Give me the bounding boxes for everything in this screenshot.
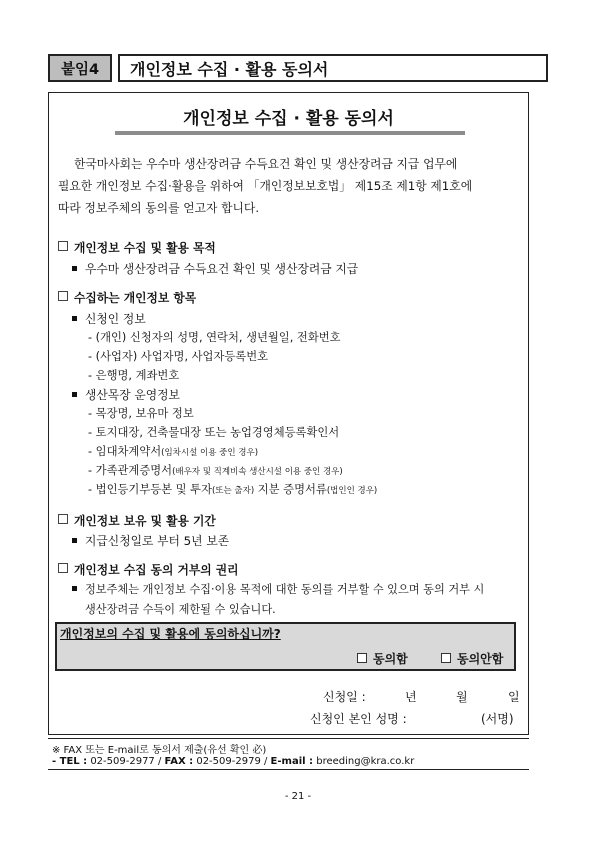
consent-question: 개인정보의 수집 및 활용에 동의하십니까? — [60, 627, 281, 641]
rights-line-1: 정보주체는 개인정보 수집·이용 목적에 대한 동의를 거부할 수 있으며 동의 거부 시 — [72, 581, 484, 597]
footer-bottom-divider — [48, 769, 529, 770]
square-dot-icon — [72, 586, 77, 591]
farm-info-group: 생산목장 운영정보 — [72, 386, 180, 403]
list-item: - (개인) 신청자의 성명, 연락처, 생년월일, 전화번호 — [88, 331, 341, 344]
list-item: - 은행명, 계좌번호 — [88, 369, 180, 382]
applicant-info-group: 신청인 정보 — [72, 310, 146, 327]
title-underline — [115, 131, 465, 135]
signature-field[interactable]: (서명) — [481, 712, 514, 726]
section-period-heading: 개인정보 보유 및 활용 기간 — [58, 512, 216, 529]
section-items-heading: 수집하는 개인정보 항목 — [58, 289, 196, 306]
section-rights-heading: 개인정보 수집 동의 거부의 권리 — [58, 561, 239, 578]
square-dot-icon — [72, 392, 77, 397]
day-label[interactable]: 일 — [508, 690, 520, 704]
disagree-option[interactable]: 동의안함 — [441, 650, 503, 667]
checkbox-icon[interactable] — [357, 653, 367, 663]
date-label: 신청일 : — [323, 690, 366, 704]
square-dot-icon — [72, 538, 77, 543]
attachment-label: 붙임4 — [48, 54, 112, 82]
list-item: - 목장명, 보유마 정보 — [88, 407, 194, 420]
list-item: - 가족관계증명서(배우자 및 직계비속 생산시설 이용 중인 경우) — [88, 464, 343, 477]
section-purpose-heading: 개인정보 수집 및 활용 목적 — [58, 239, 216, 256]
list-item: - (사업자) 사업자명, 사업자등록번호 — [88, 350, 269, 363]
rights-line-2: 생산장려금 수득이 제한될 수 있습니다. — [85, 603, 276, 616]
document-title: 개인정보 수집 · 활용 동의서 — [183, 109, 394, 129]
square-bullet-icon — [58, 291, 68, 301]
intro-line-3: 따라 정보주체의 동의를 얻고자 합니다. — [58, 201, 260, 215]
purpose-item: 우수마 생산장려금 수득요건 확인 및 생산장려금 지급 — [72, 260, 358, 277]
square-bullet-icon — [58, 241, 68, 251]
footer-divider — [48, 738, 529, 739]
period-item: 지급신청일로 부터 5년 보존 — [72, 532, 229, 549]
page-number: - 21 - — [284, 791, 312, 802]
square-dot-icon — [72, 266, 77, 271]
header-title: 개인정보 수집 · 활용 동의서 — [118, 54, 548, 82]
list-item: - 임대차계약서(임차시설 이용 중인 경우) — [88, 445, 259, 458]
list-item: - 법인등기부등본 및 투자(또는 출자) 지분 증명서류(법인인 경우) — [88, 483, 378, 496]
month-label[interactable]: 월 — [456, 690, 468, 704]
list-item: - 토지대장, 건축물대장 또는 농업경영체등록확인서 — [88, 426, 340, 439]
applicant-name-label: 신청인 본인 성명 : — [310, 712, 407, 726]
footer-note: ※ FAX 또는 E-mail로 동의서 제출(유선 확인 必) — [52, 745, 267, 756]
intro-line-1: 한국마사회는 우수마 생산장려금 수득요건 확인 및 생산장려금 지급 업무에 — [74, 157, 458, 171]
checkbox-icon[interactable] — [441, 653, 451, 663]
square-bullet-icon — [58, 563, 68, 573]
square-bullet-icon — [58, 514, 68, 524]
footer-contact: - TEL : 02-509-2977 / FAX : 02-509-2979 / E-mail : breeding@kra.co.kr — [52, 756, 415, 767]
intro-line-2: 필요한 개인정보 수집·활용을 위하여 「개인정보보호법」 제15조 제1항 제1호에 — [58, 179, 473, 193]
year-label[interactable]: 년 — [405, 690, 417, 704]
agree-option[interactable]: 동의함 — [357, 650, 408, 667]
square-dot-icon — [72, 316, 77, 321]
